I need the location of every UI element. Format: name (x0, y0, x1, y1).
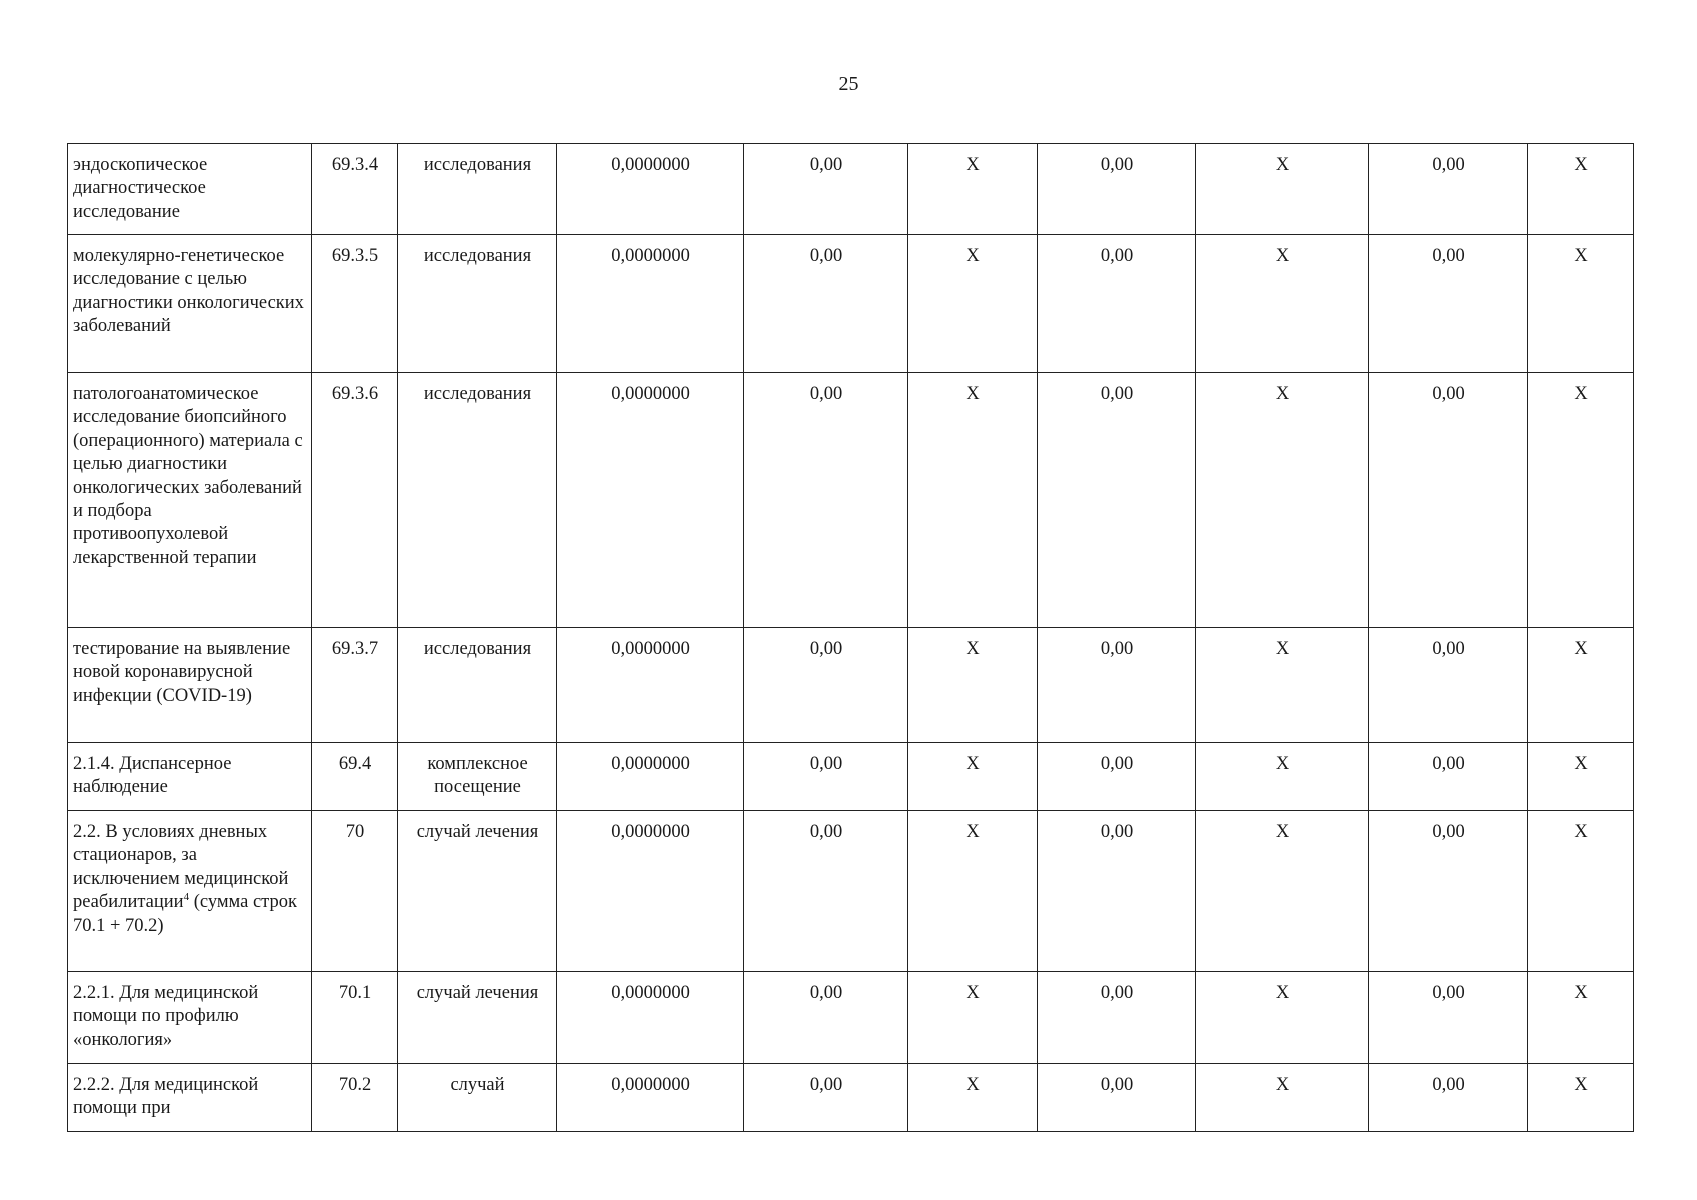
norm-cell: 0,0000000 (557, 743, 744, 811)
x-mark-cell: X (1528, 743, 1634, 811)
row-name-text-tail: (сумма строк 70.1 + 70.2) (73, 892, 297, 936)
unit-cell: исследования (398, 628, 557, 743)
value-cell: 0,00 (1369, 972, 1528, 1064)
table-row (68, 144, 1634, 235)
value-cell: 0,00 (1369, 235, 1528, 373)
table-row (68, 235, 1634, 373)
value-cell: 0,00 (1038, 144, 1196, 235)
row-name-cell: 2.2.2. Для медицинской помощи при (68, 1064, 312, 1132)
x-mark-cell: X (908, 743, 1038, 811)
x-mark-cell: X (1196, 373, 1369, 628)
row-code-cell: 69.3.6 (312, 373, 398, 628)
value-cell: 0,00 (1369, 628, 1528, 743)
x-mark-cell: X (908, 811, 1038, 972)
x-mark-cell: X (1528, 144, 1634, 235)
row-name-cell: эндоскопическое диагностическое исследование (68, 144, 312, 235)
unit-cell: случай (398, 1064, 557, 1132)
value-cell: 0,00 (1038, 235, 1196, 373)
unit-cell: исследования (398, 373, 557, 628)
x-mark-cell: X (1196, 235, 1369, 373)
norm-cell: 0,0000000 (557, 235, 744, 373)
value-cell: 0,00 (1038, 1064, 1196, 1132)
cost-cell: 0,00 (744, 972, 908, 1064)
row-name-cell: тестирование на выявление новой коронавирусной инфекции (COVID-19) (68, 628, 312, 743)
value-cell: 0,00 (1369, 1064, 1528, 1132)
table-row (68, 811, 1634, 972)
x-mark-cell: X (908, 628, 1038, 743)
row-code-cell: 69.4 (312, 743, 398, 811)
cost-cell: 0,00 (744, 743, 908, 811)
value-cell: 0,00 (1369, 743, 1528, 811)
norm-cell: 0,0000000 (557, 628, 744, 743)
x-mark-cell: X (908, 972, 1038, 1064)
row-code-cell: 69.3.4 (312, 144, 398, 235)
row-code-cell: 70.2 (312, 1064, 398, 1132)
x-mark-cell: X (1528, 373, 1634, 628)
row-code-cell: 70 (312, 811, 398, 972)
x-mark-cell: X (908, 144, 1038, 235)
x-mark-cell: X (1196, 972, 1369, 1064)
row-name-cell: 2.2.1. Для медицинской помощи по профилю «онкология» (68, 972, 312, 1064)
table-row (68, 972, 1634, 1064)
unit-cell: случай лечения (398, 811, 557, 972)
x-mark-cell: X (908, 235, 1038, 373)
row-code-cell: 69.3.7 (312, 628, 398, 743)
value-cell: 0,00 (1038, 628, 1196, 743)
x-mark-cell: X (1528, 972, 1634, 1064)
x-mark-cell: X (1528, 628, 1634, 743)
row-name-cell: 2.1.4. Диспансерное наблюдение (68, 743, 312, 811)
cost-cell: 0,00 (744, 811, 908, 972)
row-name-cell: патологоанатомическое исследование биопсийного (операционного) материала с целью диагностики онкологических заболеваний и подбора противоопухолевой лекарственной терапии (68, 373, 312, 628)
cost-cell: 0,00 (744, 628, 908, 743)
x-mark-cell: X (908, 1064, 1038, 1132)
norm-cell: 0,0000000 (557, 972, 744, 1064)
x-mark-cell: X (1528, 1064, 1634, 1132)
x-mark-cell: X (1196, 811, 1369, 972)
row-name-text: 2.2. В условиях дневных стационаров, за исключением медицинской реабилитации (73, 822, 289, 913)
cost-cell: 0,00 (744, 235, 908, 373)
page-number: 25 (838, 73, 859, 95)
program-volume-table (67, 143, 1634, 1132)
norm-cell: 0,0000000 (557, 811, 744, 972)
unit-cell: комплексное посещение (398, 743, 557, 811)
x-mark-cell: X (1528, 811, 1634, 972)
row-name-cell: молекулярно-генетическое исследование с целью диагностики онкологических заболеваний (68, 235, 312, 373)
row-name-cell (68, 811, 312, 972)
row-code-cell: 70.1 (312, 972, 398, 1064)
value-cell: 0,00 (1369, 811, 1528, 972)
x-mark-cell: X (1196, 1064, 1369, 1132)
norm-cell: 0,0000000 (557, 373, 744, 628)
x-mark-cell: X (1196, 628, 1369, 743)
cost-cell: 0,00 (744, 373, 908, 628)
x-mark-cell: X (1196, 144, 1369, 235)
unit-cell: исследования (398, 235, 557, 373)
unit-cell: исследования (398, 144, 557, 235)
cost-cell: 0,00 (744, 144, 908, 235)
x-mark-cell: X (908, 373, 1038, 628)
value-cell: 0,00 (1369, 373, 1528, 628)
value-cell: 0,00 (1369, 144, 1528, 235)
table-row (68, 628, 1634, 743)
x-mark-cell: X (1528, 235, 1634, 373)
cost-cell: 0,00 (744, 1064, 908, 1132)
value-cell: 0,00 (1038, 743, 1196, 811)
footnote-marker: 4 (183, 891, 190, 904)
norm-cell: 0,0000000 (557, 144, 744, 235)
value-cell: 0,00 (1038, 373, 1196, 628)
table-row (68, 373, 1634, 628)
table-row (68, 1064, 1634, 1132)
norm-cell: 0,0000000 (557, 1064, 744, 1132)
x-mark-cell: X (1196, 743, 1369, 811)
table-row (68, 743, 1634, 811)
row-code-cell: 69.3.5 (312, 235, 398, 373)
value-cell: 0,00 (1038, 972, 1196, 1064)
unit-cell: случай лечения (398, 972, 557, 1064)
value-cell: 0,00 (1038, 811, 1196, 972)
